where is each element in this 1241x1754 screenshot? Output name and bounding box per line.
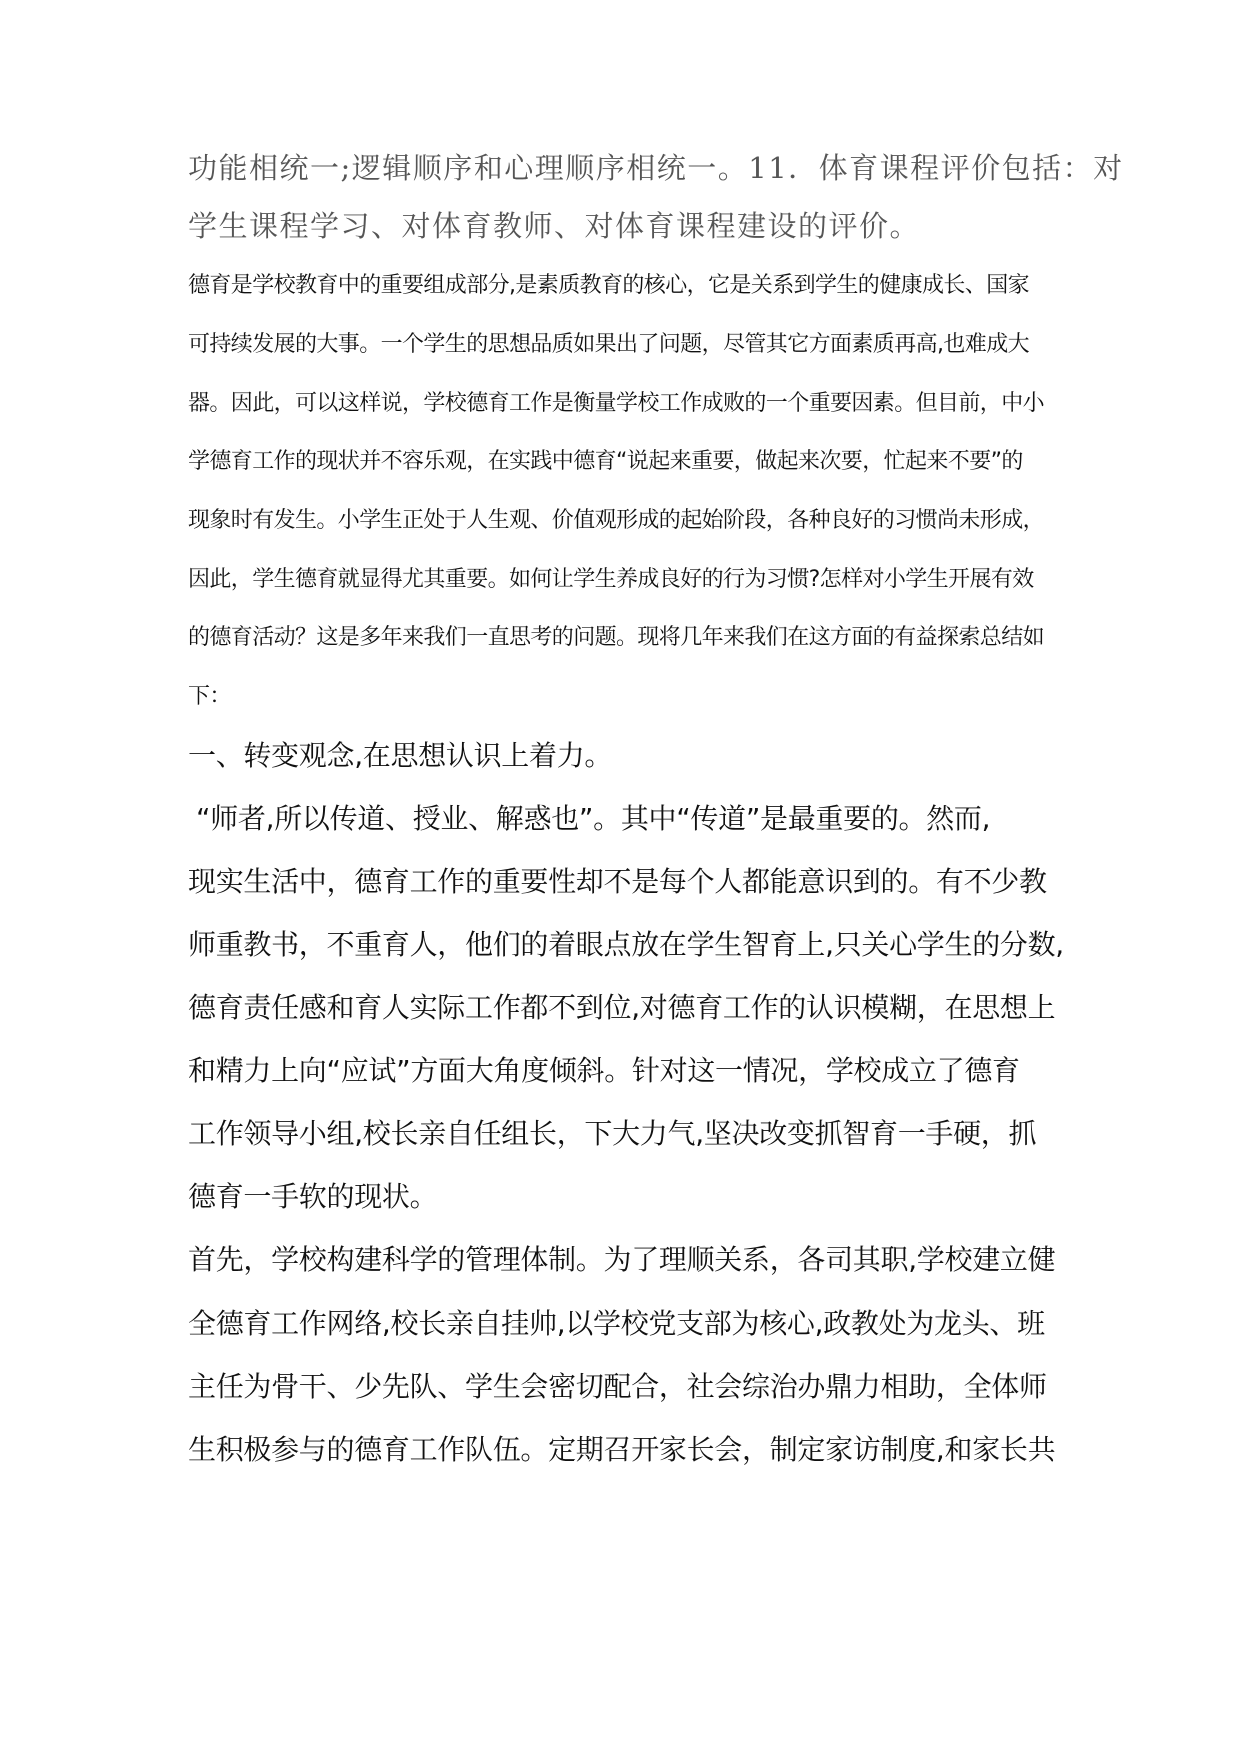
intro-line-8: 下： bbox=[188, 684, 231, 709]
para1-line-3: 师重教书，不重育人，他们的着眼点放在学生智育上,只关心学生的分数, bbox=[188, 928, 1064, 961]
para1-line-7: 德育一手软的现状。 bbox=[188, 1180, 438, 1213]
intro-line-4: 学德育工作的现状并不容乐观，在实践中德育“说起来重要，做起来次要，忙起来不要”的 bbox=[188, 449, 1023, 474]
top-line-1: 功能相统一;逻辑顺序和心理顺序相统一。11．体育课程评价包括：对 bbox=[188, 151, 1124, 185]
para1-line-5: 和精力上向“应试”方面大角度倾斜。针对这一情况，学校成立了德育 bbox=[188, 1054, 1020, 1087]
intro-line-1: 德育是学校教育中的重要组成部分,是素质教育的核心，它是关系到学生的健康成长、国家 bbox=[188, 273, 1029, 298]
intro-line-2: 可持续发展的大事。一个学生的思想品质如果出了问题，尽管其它方面素质再高,也难成大 bbox=[188, 332, 1029, 357]
para1-line-4: 德育责任感和育人实际工作都不到位,对德育工作的认识模糊，在思想上 bbox=[188, 991, 1056, 1024]
intro-line-6: 因此，学生德育就显得尤其重要。如何让学生养成良好的行为习惯?怎样对小学生开展有效 bbox=[188, 567, 1034, 592]
para1-line-2: 现实生活中，德育工作的重要性却不是每个人都能意识到的。有不少教 bbox=[188, 865, 1047, 898]
para2-line-1: 首先，学校构建科学的管理体制。为了理顺关系，各司其职,学校建立健 bbox=[188, 1243, 1056, 1276]
intro-line-5: 现象时有发生。小学生正处于人生观、价值观形成的起始阶段，各种良好的习惯尚未形成， bbox=[188, 508, 1045, 533]
para2-line-2: 全德育工作网络,校长亲自挂帅,以学校党支部为核心,政教处为龙头、班 bbox=[188, 1307, 1045, 1340]
section-heading: 一、转变观念,在思想认识上着力。 bbox=[188, 739, 613, 772]
para1-line-1: “师者,所以传道、授业、解惑也”。其中“传道”是最重要的。然而, bbox=[196, 802, 991, 835]
top-line-2: 学生课程学习、对体育教师、对体育课程建设的评价。 bbox=[188, 209, 921, 243]
para2-line-4: 生积极参与的德育工作队伍。定期召开家长会，制定家访制度,和家长共 bbox=[188, 1433, 1056, 1466]
intro-line-3: 器。因此，可以这样说，学校德育工作是衡量学校工作成败的一个重要因素。但目前，中小 bbox=[188, 391, 1045, 416]
para2-line-3: 主任为骨干、少先队、学生会密切配合，社会综治办鼎力相助，全体师 bbox=[188, 1370, 1047, 1403]
para1-line-6: 工作领导小组,校长亲自任组长，下大力气,坚决改变抓智育一手硬，抓 bbox=[188, 1117, 1037, 1150]
intro-line-7: 的德育活动？这是多年来我们一直思考的问题。现将几年来我们在这方面的有益探索总结如 bbox=[188, 625, 1045, 650]
